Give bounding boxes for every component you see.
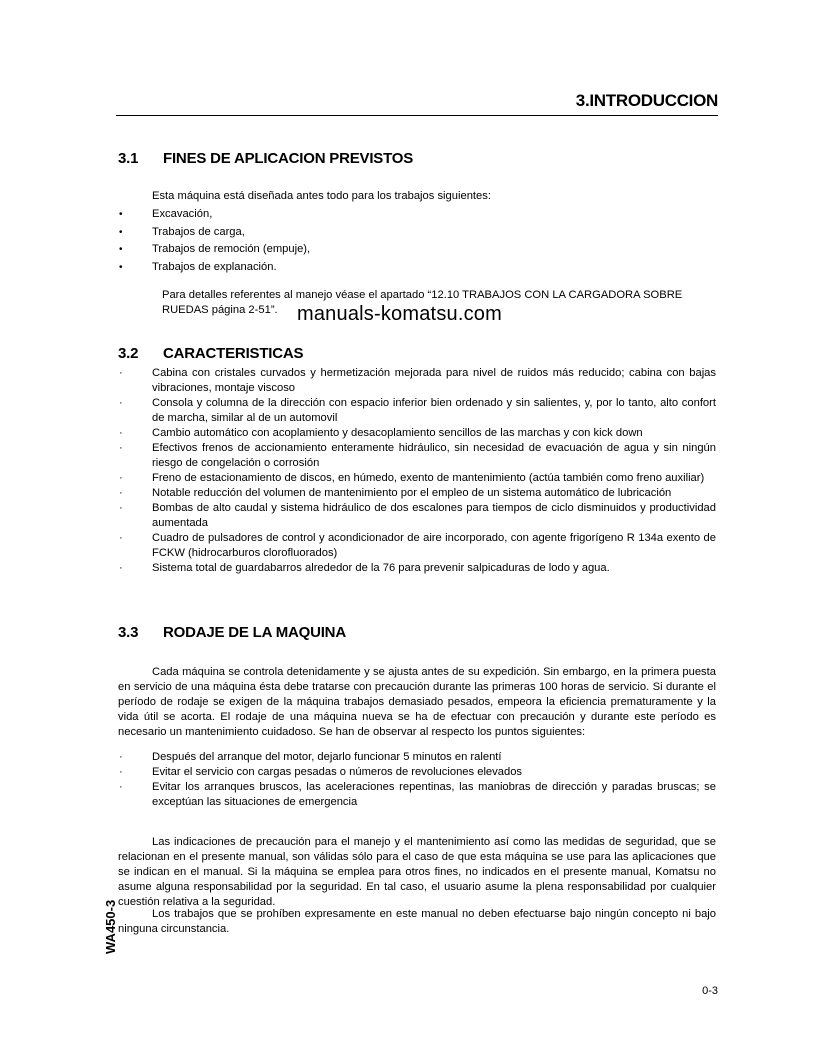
list-item: · Efectivos frenos de accionamiento enteramente hidráulico, sin necesidad de evacuación de agua y sin ningún riesgo de congelación o corrosión: [119, 442, 716, 469]
list-item: · Cambio automático con acoplamiento y desacoplamiento sencillos de las marchas y con kick down: [119, 427, 643, 439]
list-item: • Excavación,: [119, 208, 213, 220]
section-number: 3.3: [118, 624, 139, 641]
section-3-1-heading: [118, 150, 413, 167]
list-item: · Cabina con cristales curvados y hermetización mejorada para nivel de ruidos más reducido; cabina con bajas vibraciones, montaje viscoso: [119, 367, 716, 394]
section-title: CARACTERISTICAS: [163, 345, 304, 362]
page-title: 3.INTRODUCCION: [575, 91, 718, 110]
section-3-3-prohibition-paragraph: Los trabajos que se prohíben expresamente en este manual no deben efectuarse bajo ningún concepto ni bajo ninguna circunstancia.: [118, 908, 716, 935]
list-item: · Bombas de alto caudal y sistema hidráulico de dos escalones para tiempos de ciclo disminuidos y productividad aumentada: [119, 502, 716, 529]
title-divider: [116, 115, 718, 116]
list-item: · Evitar los arranques bruscos, las aceleraciones repentinas, las maniobras de dirección y paradas bruscas; se exceptúan las situaciones de emergencia: [119, 781, 716, 808]
section-3-2-heading: [118, 345, 303, 362]
list-item: · Notable reducción del volumen de mantenimiento por el empleo de un sistema automático de lubricación: [119, 487, 672, 499]
section-number: 3.1: [118, 150, 139, 167]
list-item: · Consola y columna de la dirección con espacio inferior bien ordenado y sin salientes, y, por lo tanto, alto confort de marcha, similar al de un automovil: [119, 397, 716, 424]
section-number: 3.2: [118, 345, 139, 362]
list-item: · Después del arranque del motor, dejarlo funcionar 5 minutos en ralentí: [119, 751, 502, 763]
list-item: · Evitar el servicio con cargas pesadas o números de revoluciones elevados: [119, 766, 523, 778]
model-label: WA450-3: [103, 899, 118, 954]
section-3-1-note: Para detalles referentes al manejo véase el apartado “12.10 TRABAJOS CON LA CARGADORA SOBRE RUEDAS página 2-51”.: [162, 289, 683, 316]
section-title: FINES DE APLICACION PREVISTOS: [163, 150, 414, 167]
section-3-3-list: [119, 750, 716, 810]
page-number: 0-3: [702, 985, 718, 997]
list-item: · Freno de estacionamiento de discos, en húmedo, exento de mantenimiento (actúa también como freno auxiliar): [119, 472, 705, 484]
list-item: · Sistema total de guardabarros alrededor de la 76 para prevenir salpicaduras de lodo y agua.: [119, 562, 610, 574]
section-3-3-paragraph: Cada máquina se controla detenidamente y se ajusta antes de su expedición. Sin embargo, en la primera puesta en servicio de una máquina ésta debe tratarse con precaución durante las primeras 100 horas de servicio. Si durante el período de rodaje se exigen de la máquina trabajos demasiado pesados, empeora la eficiencia prematuramente y la vida útil se acorta. El rodaje de una máquina nueva se ha de efectuar con precaución y durante este período es necesario un mantenimiento cuidadoso. Se han de observar al respecto los puntos siguientes:: [118, 666, 716, 738]
watermark: manuals-komatsu.com: [297, 303, 502, 325]
list-item: • Trabajos de explanación.: [119, 260, 277, 273]
section-3-3-safety-paragraph: Las indicaciones de precaución para el manejo y el mantenimiento así como las medidas de seguridad, que se relacionan en el presente manual, son válidas sólo para el caso de que esta máquina se use para las aplicaciones que se indican en el manual. Si la máquina se emplea para otros fines, no indicados en el presente manual, Komatsu no asume alguna responsabilidad por la seguridad. En tal caso, el usuario asume la plena responsabilidad por cualquier cuestión relativa a la seguridad.: [118, 836, 716, 908]
section-3-1-intro: Esta máquina está diseñada antes todo para los trabajos siguientes:: [152, 190, 491, 202]
list-item: · Cuadro de pulsadores de control y acondicionador de aire incorporado, con agente frigorígeno R 134a exento de FCKW (hidrocarburos clorofluorados): [119, 532, 716, 559]
section-3-3-heading: [118, 624, 346, 641]
section-3-1-list: [119, 207, 712, 275]
list-item: • Trabajos de carga,: [119, 225, 245, 238]
section-3-2-list: [119, 366, 716, 576]
list-item: • Trabajos de remoción (empuje),: [119, 243, 311, 255]
section-title: RODAJE DE LA MAQUINA: [163, 624, 346, 641]
